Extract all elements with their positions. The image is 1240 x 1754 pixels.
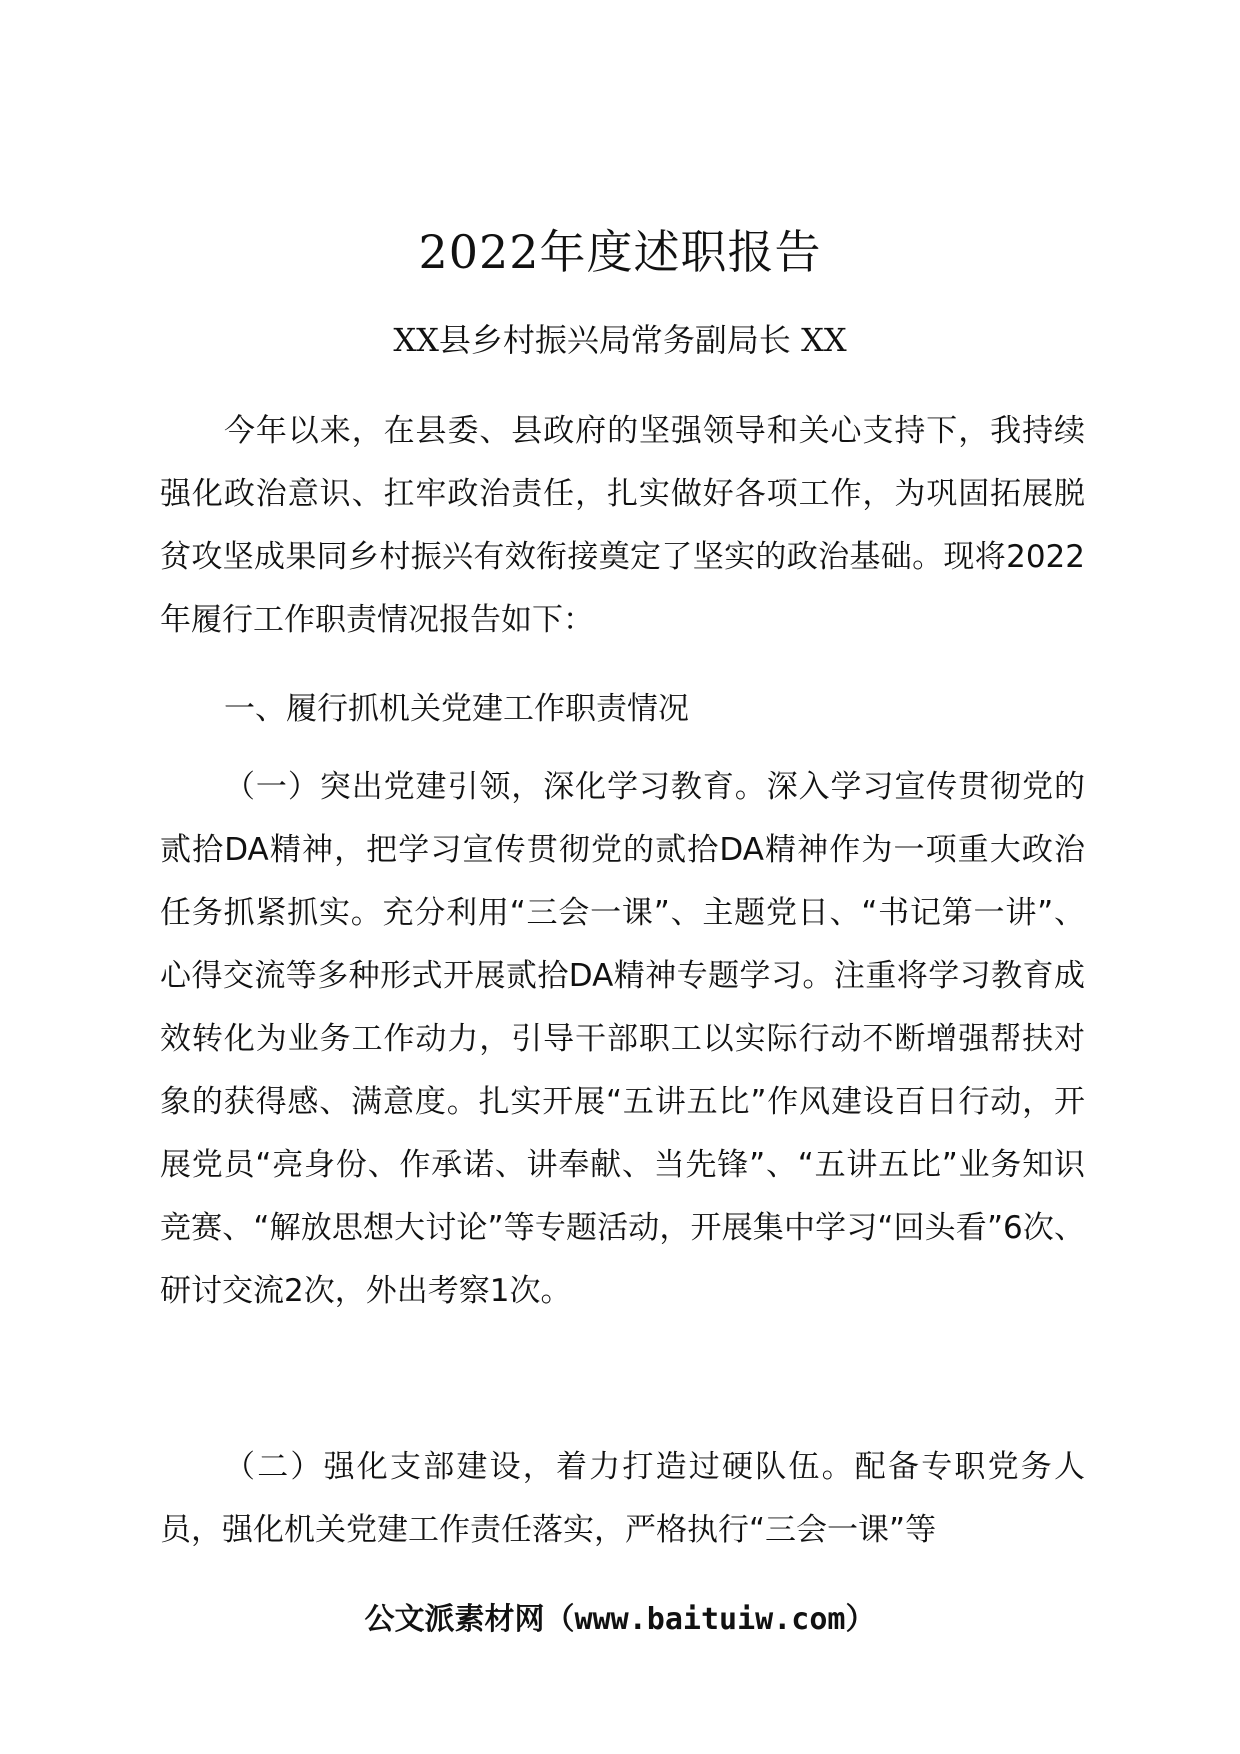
document-subtitle: XX县乡村振兴局常务副局长 XX [393,321,847,359]
intro-paragraph: 今年以来，在县委、县政府的坚强领导和关心支持下，我持续强化政治意识、扛牢政治责任，扎实做好各项工作，为巩固拓展脱贫攻坚成果同乡村振兴有效衔接奠定了坚实的政治基础。现将2022年履行工作职责情况报告如下： [160,413,1085,638]
document-title: 2022年度述职报告 [418,225,822,279]
section-item-paragraph: （二）强化支部建设，着力打造过硬队伍。配备专职党务人员，强化机关党建工作责任落实，严格执行“三会一课”等 [160,1449,1085,1548]
footer-source-text: 公文派素材网（www.baituiw.com） [364,1602,876,1637]
section-heading: 一、履行抓机关党建工作职责情况 [224,691,689,727]
section-item-paragraph: （一）突出党建引领，深化学习教育。深入学习宣传贯彻党的贰拾DA精神，把学习宣传贯彻党的贰拾DA精神作为一项重大政治任务抓紧抓实。充分利用“三会一课”、主题党日、“书记第一讲”、心得交流等多种形式开展贰拾DA精神专题学习。注重将学习教育成效转化为业务工作动力，引导干部职工以实际行动不断增强帮扶对象的获得感、满意度。扎实开展“五讲五比”作风建设百日行动，开展党员“亮身份、作承诺、讲奉献、当先锋”、“五讲五比”业务知识竞赛、“解放思想大讨论”等专题活动，开展集中学习“回头看”6次、研讨交流2次，外出考察1次。 [160,769,1085,1309]
